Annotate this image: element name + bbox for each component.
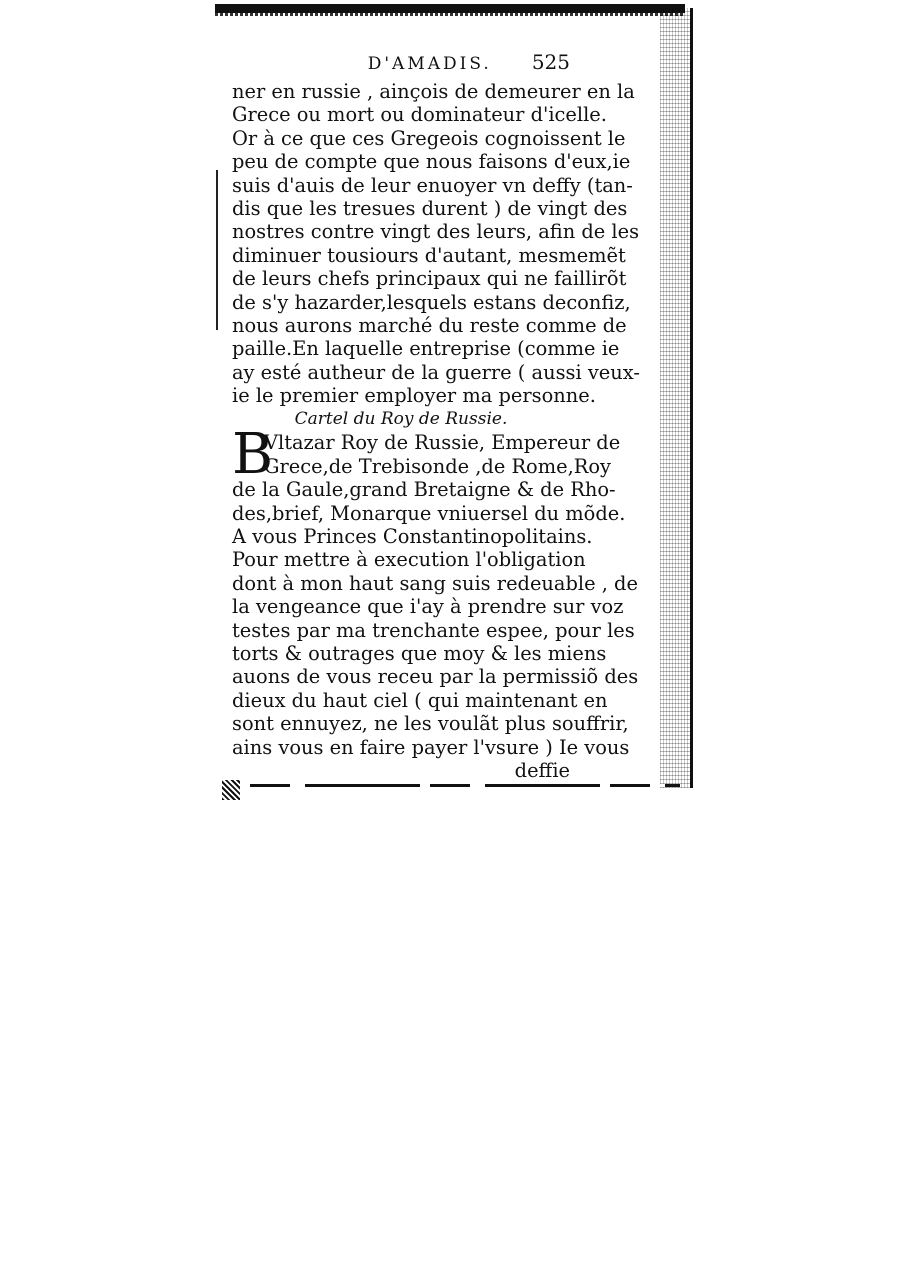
section-rubric: Cartel du Roy de Russie. [294, 409, 508, 430]
text-line: A vous Princes Constantinopolitains. [232, 525, 593, 549]
text-line: suis d'auis de leur enuoyer vn deffy (tan- [232, 173, 633, 197]
text-line: Vltazar Roy de Russie, Empereur de [264, 431, 621, 455]
text-line: auons de vous receu par la permissiõ des [232, 665, 639, 689]
text-line: testes par ma trenchante espee, pour les [232, 618, 635, 642]
text-line: dont à mon haut sang suis redeuable , de [232, 571, 638, 595]
text-line: Grece ou mort ou dominateur d'icelle. [232, 103, 607, 127]
text-line: torts & outrages que moy & les miens [232, 641, 607, 665]
text-line: la vengeance que i'ay à prendre sur voz [232, 595, 624, 619]
text-line: des,brief, Monarque vniuersel du mõde. [232, 501, 626, 525]
page-edge-shadow [660, 8, 693, 788]
text-line: de la Gaule,grand Bretaigne & de Rho- [232, 478, 616, 502]
text-line: Or à ce que ces Gregeois cognoissent le [232, 126, 626, 150]
text-line: ay esté autheur de la guerre ( aussi veux- [232, 360, 640, 384]
scan-top-border-fade [215, 13, 685, 16]
text-line: diminuer tousiours d'autant, mesmemẽt [232, 243, 626, 267]
catchword: deffie [514, 758, 570, 782]
scan-corner-mark [222, 780, 240, 800]
text-line: ains vous en faire payer l'vsure ) Ie vous [232, 735, 630, 759]
text-line: ie le premier employer ma personne. [232, 384, 596, 408]
text-line: Grece,de Trebisonde ,de Rome,Roy [264, 454, 611, 478]
text-line: dieux du haut ciel ( qui maintenant en [232, 688, 608, 712]
text-line: Pour mettre à execution l'obligation [232, 548, 586, 572]
cartel-paragraph [232, 422, 639, 782]
page-text-block [232, 50, 640, 782]
gutter-mark [216, 170, 218, 330]
text-line: de leurs chefs principaux qui ne faillirõt [232, 267, 627, 291]
text-line: de s'y hazarder,lesquels estans deconfiz, [232, 290, 631, 314]
text-line: dis que les tresues durent ) de vingt des [232, 196, 628, 220]
text-line: nostres contre vingt des leurs, afin de les [232, 220, 640, 244]
text-line: peu de compte que nous faisons d'eux,ie [232, 150, 631, 174]
drop-cap-initial: B [232, 422, 274, 488]
scan-bottom-border [250, 784, 680, 787]
text-line: sont ennuyez, ne les voulãt plus souffrir, [232, 712, 629, 736]
running-head: D'AMADIS. [367, 54, 492, 74]
page-number: 525 [531, 50, 570, 74]
page-header [232, 50, 570, 80]
text-line: ner en russie , ainçois de demeurer en la [232, 80, 635, 103]
body-paragraph-top [232, 80, 640, 408]
text-line: nous aurons marché du reste comme de [232, 313, 627, 337]
text-line: paille.En laquelle entreprise (comme ie [232, 337, 620, 361]
